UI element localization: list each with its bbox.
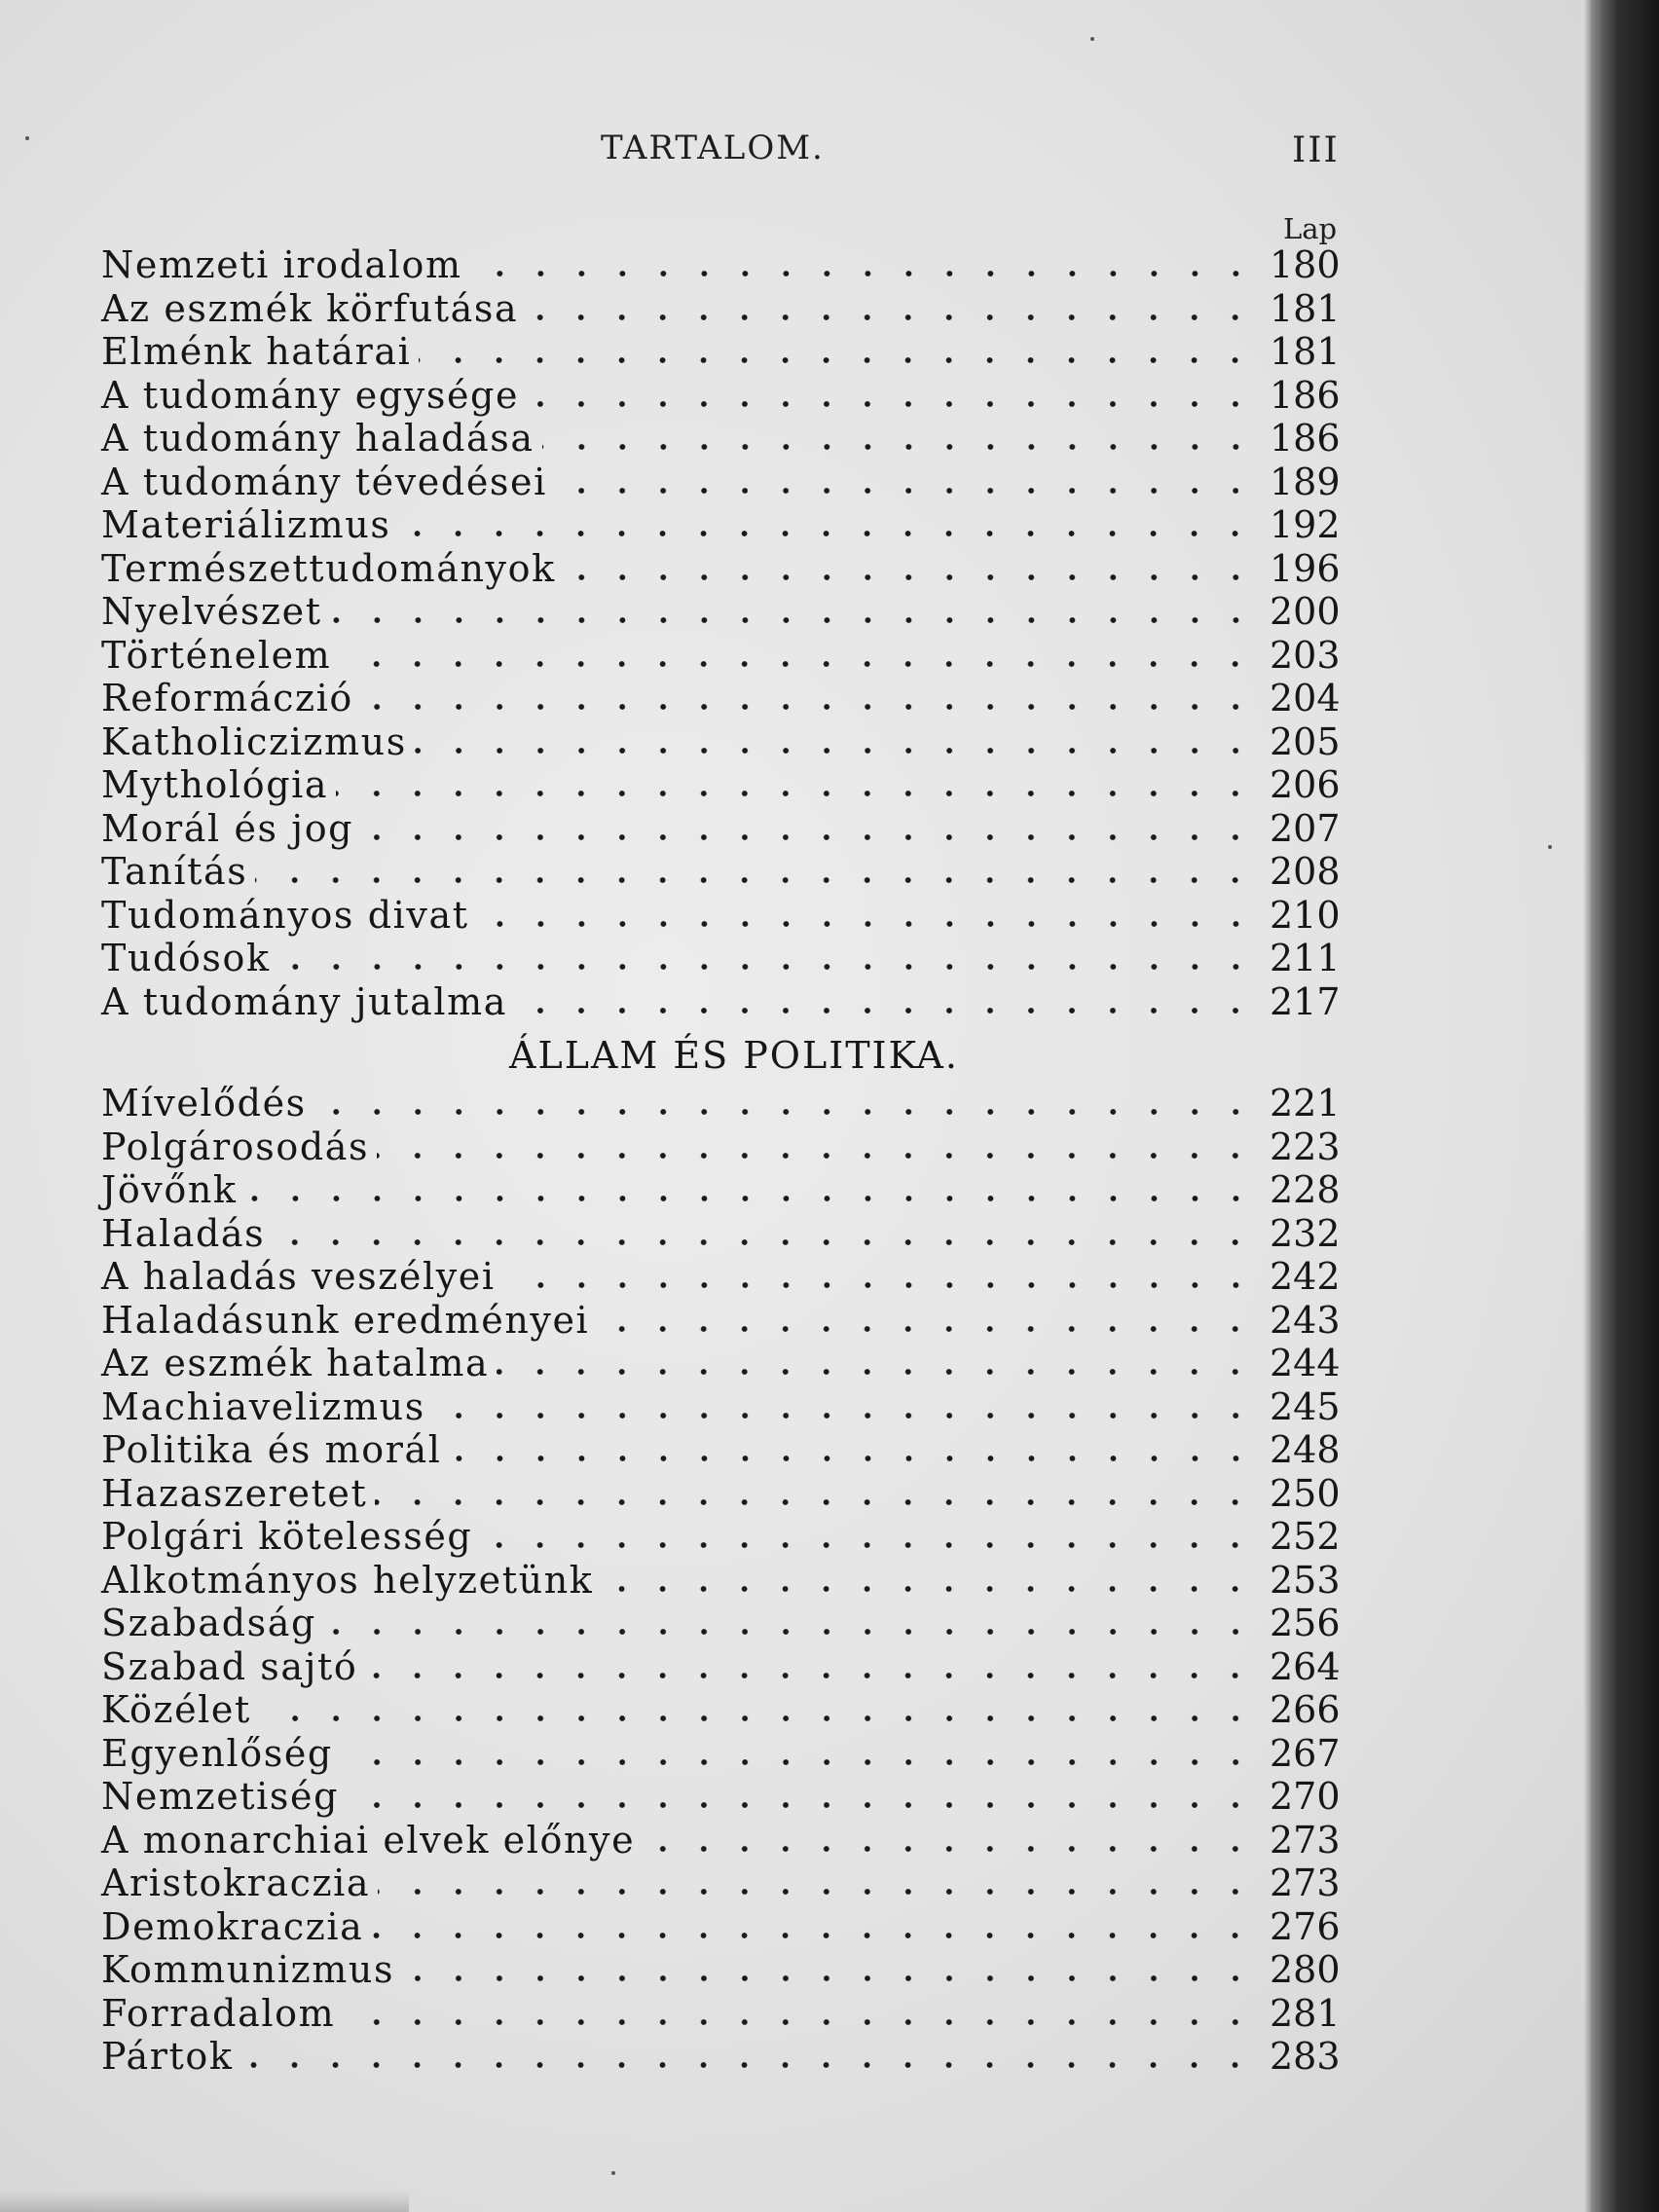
- toc-entry: [101, 677, 1341, 720]
- toc-entry-title: Tudósok: [101, 937, 271, 979]
- toc-entry: [101, 979, 1341, 1024]
- toc-entry: [101, 1644, 1341, 1689]
- dot-leader: [259, 1713, 1256, 1724]
- page-number: III: [1292, 130, 1340, 170]
- toc-entry-title: Elménk határai: [101, 330, 412, 373]
- dot-leader: [643, 1843, 1256, 1855]
- toc-entry: [101, 243, 1341, 287]
- toc-entry: [101, 330, 1341, 374]
- dot-leader: [415, 745, 1256, 756]
- toc-entry-title: Machiavelizmus: [101, 1384, 425, 1428]
- toc-entry-page: 232: [1270, 1211, 1341, 1255]
- dot-leader: [324, 1626, 1256, 1638]
- toc-entry-title: Reformáczió: [101, 677, 353, 719]
- toc-entry: [101, 1298, 1341, 1343]
- dot-leader: [564, 571, 1256, 583]
- toc-entry-page: 256: [1270, 1602, 1341, 1644]
- toc-entry-title: Hazaszeretet: [101, 1471, 368, 1515]
- toc-entry-page: 200: [1270, 590, 1341, 633]
- toc-entry-page: 208: [1270, 850, 1341, 893]
- toc-entry: [101, 893, 1341, 938]
- toc-entry-title: Történelem: [101, 633, 332, 677]
- toc-entry-page: 210: [1270, 893, 1341, 937]
- dot-leader: [377, 1150, 1256, 1161]
- toc-entry-title: Materiálizmus: [101, 503, 391, 546]
- toc-entry: [101, 503, 1341, 547]
- toc-entry-page: 204: [1270, 677, 1341, 719]
- dot-leader: [515, 1005, 1256, 1016]
- toc-entry: [101, 1211, 1341, 1256]
- toc-entry-title: A monarchiai elvek előnye: [101, 1818, 636, 1862]
- toc-entry-title: Demokraczia: [101, 1904, 364, 1948]
- toc-entry-page: 280: [1270, 1948, 1341, 1991]
- toc-entry-page: 196: [1270, 546, 1341, 590]
- toc-entry-title: Szabad sajtó: [101, 1644, 358, 1688]
- toc-entry-page: 250: [1270, 1471, 1341, 1515]
- toc-entry-page: 207: [1270, 806, 1341, 850]
- toc-entry-title: Polgárosodás: [101, 1124, 370, 1168]
- paper-speck: [1548, 845, 1552, 849]
- toc-entry-title: Jövőnk: [101, 1168, 238, 1211]
- toc-entry-title: Mythológia: [101, 763, 329, 806]
- toc-entry: [101, 590, 1341, 634]
- dot-leader: [343, 2016, 1256, 2028]
- toc-entry-page: 228: [1270, 1168, 1341, 1211]
- toc-entry-title: Haladás: [101, 1211, 266, 1255]
- toc-entry-page: 273: [1270, 1862, 1341, 1904]
- toc-entry: [101, 1255, 1341, 1299]
- toc-entry-title: A tudomány jutalma: [101, 979, 508, 1023]
- toc-entry-title: Közélet: [101, 1688, 251, 1731]
- toc-entry-page: 242: [1270, 1255, 1341, 1298]
- paper-speck: [611, 2171, 615, 2175]
- toc-entry-title: Haladásunk eredményei: [101, 1298, 590, 1342]
- dot-leader: [542, 441, 1256, 453]
- toc-entry: [101, 1428, 1341, 1472]
- toc-entry: [101, 417, 1341, 461]
- toc-entry: [101, 1342, 1341, 1385]
- dot-leader: [341, 1756, 1256, 1768]
- toc-entry-page: 267: [1270, 1731, 1341, 1775]
- page-column-label: Lap: [1283, 212, 1338, 245]
- toc-entry: [101, 2035, 1341, 2079]
- toc-entry: [101, 1168, 1341, 1212]
- toc-entry-page: 270: [1270, 1775, 1341, 1818]
- toc-entry: [101, 1471, 1341, 1516]
- dot-leader: [597, 1323, 1256, 1335]
- dot-leader: [371, 1930, 1256, 1941]
- dot-leader: [402, 1972, 1256, 1984]
- toc-entry: [101, 937, 1341, 980]
- toc-entry-title: Egyenlőség: [101, 1731, 333, 1775]
- toc-entry-page: 181: [1270, 286, 1341, 330]
- toc-entry: [101, 1862, 1341, 1905]
- toc-entry-title: Mívelődés: [101, 1082, 307, 1124]
- dot-leader: [470, 268, 1256, 279]
- toc-entry: [101, 546, 1341, 591]
- toc-entry-title: Morál és jog: [101, 806, 354, 850]
- dot-leader: [555, 485, 1256, 497]
- dot-leader: [278, 961, 1256, 973]
- toc-entry-page: 245: [1270, 1384, 1341, 1428]
- paper-speck: [1090, 37, 1094, 41]
- toc-entry-title: Tanítás: [101, 850, 248, 893]
- toc-entry: [101, 1948, 1341, 1992]
- toc-entry-title: Alkotmányos helyzetünk: [101, 1558, 594, 1602]
- dot-leader: [361, 701, 1256, 713]
- dot-leader: [347, 1799, 1256, 1811]
- toc-entry: [101, 763, 1341, 807]
- table-of-contents: [101, 243, 1341, 2079]
- toc-entry-title: Tudományos divat: [101, 893, 469, 937]
- toc-entry: [101, 460, 1341, 504]
- toc-entry: [101, 1515, 1341, 1559]
- page-header: [0, 129, 1659, 187]
- toc-entry-page: 253: [1270, 1558, 1341, 1602]
- dot-leader: [378, 1886, 1256, 1898]
- toc-entry-page: 264: [1270, 1644, 1341, 1688]
- toc-entry: [101, 1124, 1341, 1169]
- toc-entry-page: 206: [1270, 763, 1341, 806]
- toc-entry-page: 181: [1270, 330, 1341, 373]
- dot-leader: [240, 2059, 1256, 2071]
- toc-entry: [101, 1688, 1341, 1732]
- dot-leader: [419, 354, 1256, 366]
- toc-entry: [101, 1991, 1341, 2036]
- toc-entry-title: Nemzetiség: [101, 1775, 340, 1818]
- toc-entry-page: 281: [1270, 1991, 1341, 2035]
- dot-leader: [527, 398, 1256, 410]
- toc-entry-page: 248: [1270, 1428, 1341, 1471]
- toc-entry-title: Nyelvészet: [101, 590, 322, 633]
- toc-entry-title: A tudomány egysége: [101, 373, 520, 417]
- running-title: TARTALOM.: [601, 129, 825, 167]
- dot-leader: [375, 1496, 1256, 1508]
- dot-leader: [601, 1583, 1256, 1595]
- paper-speck: [25, 136, 29, 140]
- toc-entry: [101, 1818, 1341, 1862]
- toc-entry-title: Pártok: [101, 2035, 234, 2078]
- dot-leader: [480, 1539, 1256, 1551]
- toc-entry-page: 276: [1270, 1904, 1341, 1948]
- toc-entry-title: A tudomány haladása: [101, 417, 535, 460]
- toc-entry-title: Kommunizmus: [101, 1948, 395, 1991]
- dot-leader: [336, 788, 1256, 799]
- toc-entry: [101, 373, 1341, 418]
- toc-entry-page: 205: [1270, 719, 1341, 763]
- section-heading: ÁLLAM ÉS POLITIKA.: [509, 1034, 959, 1077]
- toc-entry-title: Polgári kötelesség: [101, 1515, 473, 1558]
- toc-entry-page: 217: [1270, 979, 1341, 1023]
- dot-leader: [273, 1236, 1256, 1248]
- dot-leader: [526, 312, 1256, 323]
- toc-entry-title: Az eszmék körfutása: [101, 286, 519, 330]
- dot-leader: [497, 1366, 1256, 1378]
- toc-entry: [101, 1602, 1341, 1645]
- dot-leader: [503, 1279, 1256, 1291]
- dot-leader: [433, 1410, 1256, 1421]
- toc-entry-title: Politika és morál: [101, 1428, 442, 1471]
- dot-leader: [398, 528, 1256, 539]
- toc-entry-page: 244: [1270, 1342, 1341, 1384]
- dot-leader: [477, 918, 1256, 930]
- toc-entry-title: Természettudományok: [101, 546, 556, 590]
- toc-entry-page: 243: [1270, 1298, 1341, 1342]
- dot-leader: [314, 1106, 1256, 1118]
- toc-entry-page: 223: [1270, 1124, 1341, 1168]
- dot-leader: [365, 1670, 1256, 1681]
- toc-entry: [101, 806, 1341, 851]
- toc-entry-page: 186: [1270, 417, 1341, 460]
- toc-entry-page: 180: [1270, 243, 1341, 286]
- dot-leader: [339, 658, 1256, 670]
- toc-entry-page: 192: [1270, 503, 1341, 546]
- toc-entry-title: Szabadság: [101, 1602, 316, 1644]
- dot-leader: [255, 874, 1256, 886]
- toc-entry: [101, 1775, 1341, 1819]
- toc-entry: [101, 850, 1341, 894]
- toc-entry-title: Nemzeti irodalom: [101, 243, 462, 286]
- toc-entry-page: 252: [1270, 1515, 1341, 1558]
- toc-entry-title: A haladás veszélyei: [101, 1255, 496, 1298]
- toc-entry: [101, 1558, 1341, 1603]
- toc-entry-title: Forradalom: [101, 1991, 336, 2035]
- dot-leader: [245, 1193, 1256, 1204]
- toc-entry-page: 273: [1270, 1818, 1341, 1862]
- toc-entry-title: Katholiczizmus: [101, 719, 407, 763]
- page-bottom-shadow: [0, 2191, 409, 2212]
- toc-entry-page: 189: [1270, 460, 1341, 503]
- toc-entry: [101, 1082, 1341, 1125]
- toc-entry-page: 266: [1270, 1688, 1341, 1731]
- toc-entry-title: Aristokraczia: [101, 1862, 371, 1904]
- toc-entry: [101, 633, 1341, 678]
- page-edge-shadow: [1583, 0, 1591, 2212]
- toc-entry-page: 221: [1270, 1082, 1341, 1124]
- toc-entry-title: Az eszmék hatalma: [101, 1342, 490, 1384]
- toc-entry: [101, 286, 1341, 331]
- dot-leader: [450, 1453, 1256, 1464]
- toc-entry: [101, 719, 1341, 764]
- toc-entry: [101, 1731, 1341, 1776]
- toc-entry-title: A tudomány tévedései: [101, 460, 547, 503]
- toc-entry-page: 203: [1270, 633, 1341, 677]
- dot-leader: [361, 831, 1256, 843]
- toc-entry: [101, 1904, 1341, 1949]
- dot-leader: [330, 614, 1256, 626]
- book-spine-shadow: [1591, 0, 1659, 2212]
- toc-entry-page: 211: [1270, 937, 1341, 979]
- toc-entry: [101, 1384, 1341, 1429]
- toc-entry-page: 283: [1270, 2035, 1341, 2078]
- toc-entry-page: 186: [1270, 373, 1341, 417]
